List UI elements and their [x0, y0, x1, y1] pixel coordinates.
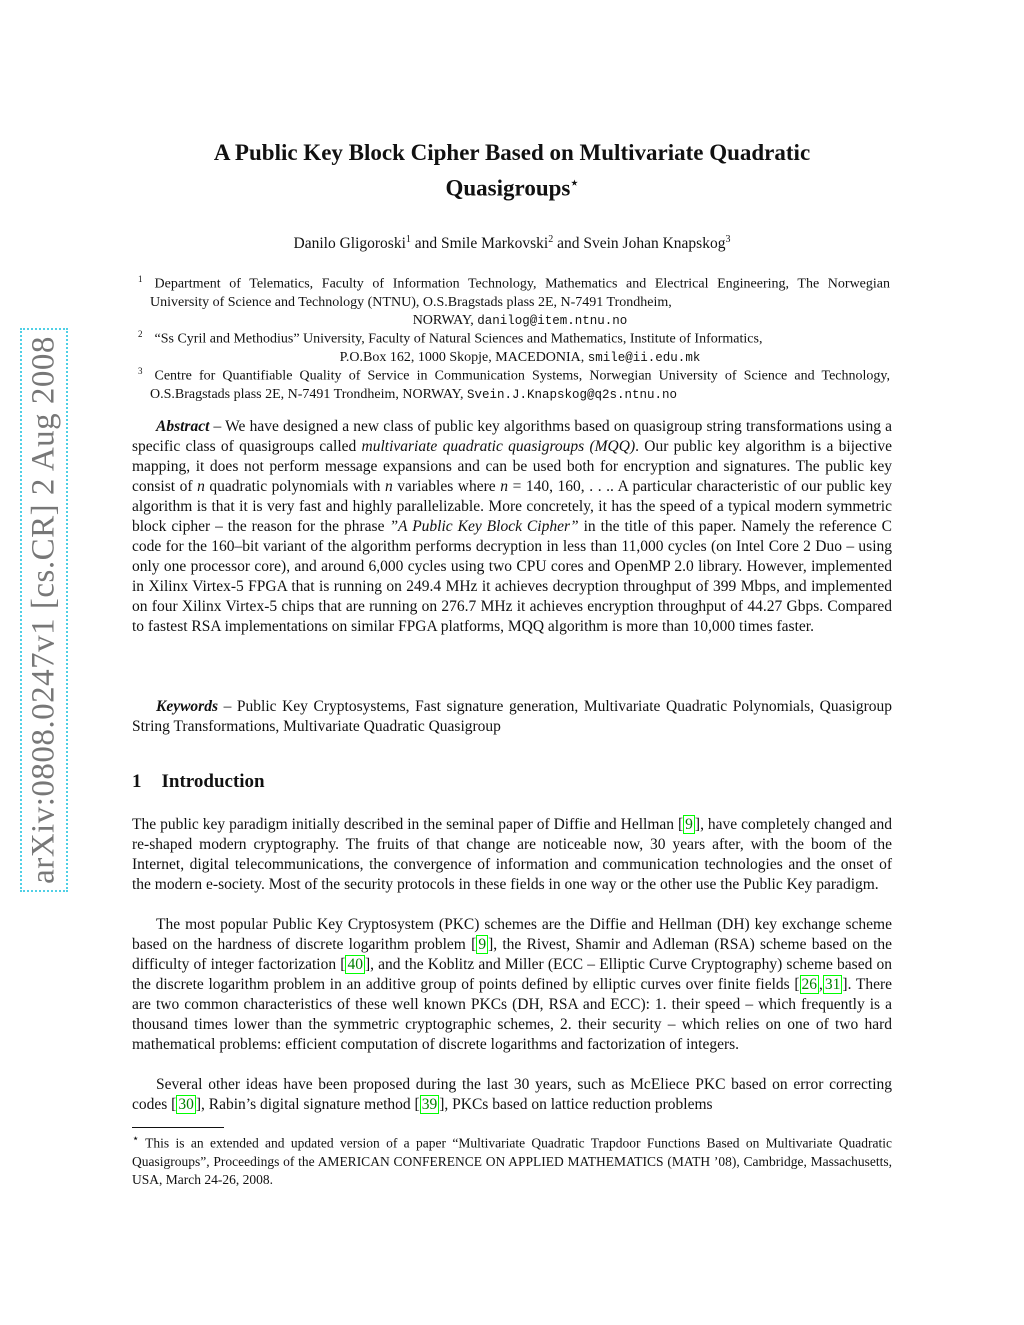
email-link-3[interactable]: Svein.J.Knapskog@q2s.ntnu.no: [466, 387, 678, 402]
arxiv-identifier[interactable]: arXiv:0808.0247v1 [cs.CR] 2 Aug 2008: [25, 336, 62, 884]
keywords: Keywords – Public Key Cryptosystems, Fast signature generation, Multivariate Quadratic Polynomials, Quasigroup String Transformations, Multivariate Quadratic Quasigroup: [132, 698, 892, 735]
arxiv-stamp[interactable]: [20, 328, 68, 892]
abstract: Abstract – We have designed a new class of public key algorithms based on quasigroup string transformations using a specific class of quasigroups called multivariate quadratic quasigroups (MQQ). Our public key algorithm is a bijective mapping, it does not perform message expansions and can be used both for encryption and signatures. The public key consist of n quadratic polynomials with n variables where n = 140, 160, . . .. A particular characteristic of our public key algorithm is that it is very fast and highly parallelizable. More concretely, it has the speed of a typical modern symmetric block cipher – the reason for the phrase ”A Public Key Block Cipher” in the title of this paper. Namely the reference C code for the 160–bit variant of the algorithm performs decryption in less than 11,000 cycles (on Intel Core 2 Duo – using only one processor core), and around 6,000 cycles using two CPU cores and OpenMP 2.0 library. However, implemented in Xilinx Virtex-5 FPGA that is running on 249.4 MHz it achieves decryption throughput of 399 Mbps, and implemented on four Xilinx Virtex-5 chips that are running on 276.7 MHz it achieves encryption throughput of 44.27 Gbps. Compared to fastest RSA implementations on similar FPGA platforms, MQQ algorithm is more than 10,000 times faster.: [132, 418, 893, 635]
title-line-2: Quasigroups⋆: [445, 175, 579, 201]
intro-paragraph-2: The most popular Public Key Cryptosystem (PKC) schemes are the Diffie and Hellman (DH) key exchange scheme based on the hardness of discrete logarithm problem [ 9 ], the Rivest, Shamir and Adleman (RSA) scheme based on the difficulty of integer factorization [ 40 ], and the Koblitz and Miller (ECC – Elliptic Curve Cryptography) scheme based on the discrete logarithm problem in an additive group of points defined by elliptic curves over finite fields [ 26 , 31 ]. There are two common characteristics of these well known PKCs (DH, RSA and ECC): 1. their speed – which frequently is a thousand times lower than the symmetric cryptographic schemes, 2. their security – which relies on one of two hard mathematical problems: efficient computation of discrete logarithms and factorization of integers.: [132, 916, 893, 1053]
email-link-2[interactable]: smile@ii.edu.mk: [587, 350, 701, 365]
citation-link[interactable]: 40: [347, 956, 363, 973]
author-1: Danilo Gligoroski: [293, 235, 406, 253]
citation-link[interactable]: 31: [824, 976, 841, 993]
affiliation-2: $^2$ “Ss Cyril and Methodius” University, Faculty of Natural Sciences and Mathematics, Institute of Informatics, P.O.Box 162, 1000 Skopje, MACEDONIA, smile@ii.edu.mk: [138, 329, 763, 365]
affiliation-1: $^1$ Department of Telematics, Faculty of Information Technology, Mathematics and Electrical Engineering, The Norwegian University of Science and Technology (NTNU), O.S.Bragstads plass 2E, N-7491 Trondheim, NORWAY, danilog@item.ntnu.no: [138, 274, 890, 328]
footnote-rule: [132, 1127, 224, 1128]
footnote-mark: ⋆: [132, 1133, 140, 1145]
title-line-1: A Public Key Block Cipher Based on Multivariate Quadratic: [213, 140, 811, 165]
citation-link[interactable]: 26: [801, 976, 818, 993]
intro-paragraph-1: The public key paradigm initially described in the seminal paper of Diffie and Hellman [ 9 ], have completely changed and re-shaped modern cryptography. The fruits of that change are noticeable now, 30 years after, with the boom of the Internet, digital telecommunications, the convergence of information and communication technologies and the onset of the modern e-society. Most of the security protocols in these fields in one way or the other use the Public Key paradigm.: [132, 816, 892, 893]
section-heading: 1 Introduction: [132, 771, 265, 792]
intro-paragraph-3: Several other ideas have been proposed during the last 30 years, such as McEliece PKC based on error correcting codes [ 30 ], Rabin’s digital signature method [ 39 ], PKCs based on lattice reduction problems: [132, 1076, 892, 1113]
citation-link[interactable]: 9: [478, 936, 487, 953]
citation-link[interactable]: 9: [685, 816, 693, 833]
author-3: and Svein Johan Knapskog: [553, 235, 726, 253]
paper-title: [120, 138, 904, 204]
citation-link[interactable]: 30: [178, 1096, 194, 1113]
title-footnote-mark[interactable]: ⋆: [570, 175, 579, 190]
citation-link[interactable]: 39: [421, 1096, 438, 1113]
keywords-label: Keywords: [156, 698, 218, 715]
footnote: ⋆ This is an extended and updated version of a paper “Multivariate Quadratic Trapdoor Functions Based on Multivariate Quadratic Quasigroups”, Proceedings of the AMERICAN CONFERENCE ON APPLIED MATHEMATICS (MATH ’08), Cambridge, Massachusetts, USA, March 24-26, 2008.: [132, 1133, 892, 1187]
abstract-label: Abstract: [156, 418, 210, 435]
affiliation-3: $^3$ Centre for Quantifiable Quality of Service in Communication Systems, Norwegian University of Science and Technology, O.S.Bragstads plass 2E, N-7491 Trondheim, NORWAY, Svein.J.Knapskog@q2s.ntnu.no: [138, 366, 890, 402]
email-link-1[interactable]: danilog@item.ntnu.no: [477, 313, 628, 328]
author-list: Danilo Gligoroski$^1$ and Smile Markovski$^2$ and Svein Johan Knapskog$^3$: [293, 234, 731, 253]
author-2: and Smile Markovski: [410, 235, 549, 253]
